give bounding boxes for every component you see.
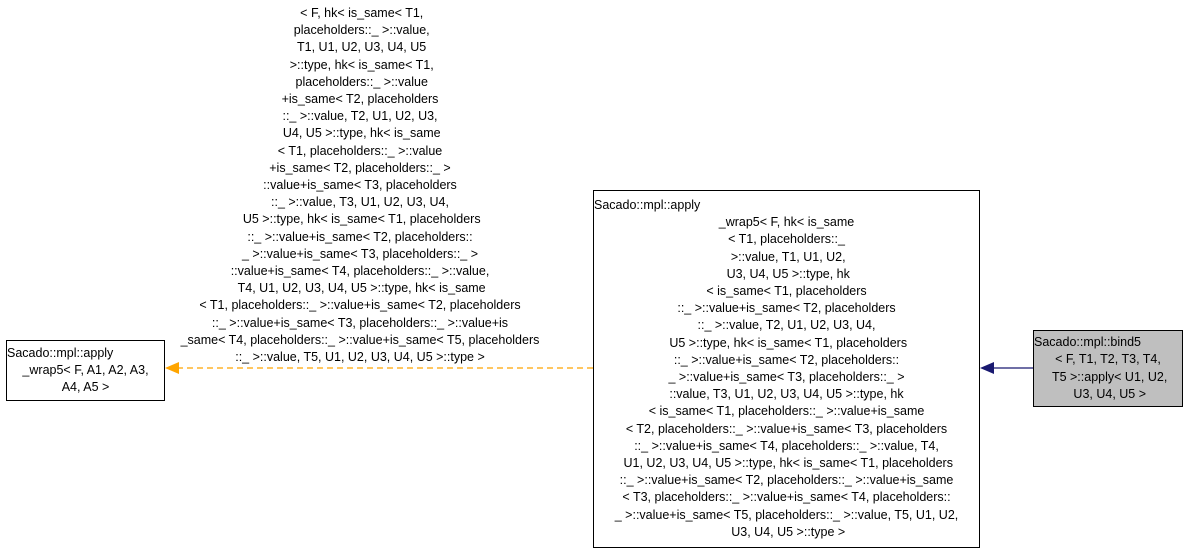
text-line: T4, U1, U2, U3, U4, U5 >::type, hk< is_same [234,281,486,296]
text-line: T5 >::apply< U1, U2, [1048,369,1168,384]
text-line: placeholders::_ >::value [292,74,428,89]
text-line: >::type, hk< is_same< T1, [286,57,434,72]
text-line: U3, U4, U5 >::type, hk [723,266,850,281]
text-line: A4, A5 > [61,380,110,395]
text-line: _ >::value+is_same< T3, placeholders::_ > [241,246,479,261]
text-line: +is_same< T2, placeholders::_ > [269,160,451,175]
text-line: U5 >::type, hk< is_same< T1, placeholders [665,335,908,350]
text-line: U3, U4, U5 > [1069,386,1147,401]
text-line: U4, U5 >::type, hk< is_same [279,126,441,141]
node-bind5-apply[interactable] [1033,330,1183,407]
node-label-apply-wrap5-specialized [594,197,979,541]
text-line: placeholders::_ >::value, [290,23,430,38]
text-line: +is_same< T2, placeholders [281,92,439,107]
text-line: U3, U4, U5 >::type > [727,524,846,539]
text-line: Sacado::mpl::apply [594,197,701,212]
text-line: ::_ >::value+is_same< T3, placeholders::_ >::value+is [211,315,509,330]
text-line: _ >::value+is_same< T5, placeholders::_ >::value, T5, U1, U2, [614,507,959,522]
text-line: >::value, T1, U1, U2, [727,249,846,264]
text-line: Sacado::mpl::apply [7,345,114,360]
text-line: < F, T1, T2, T3, T4, [1055,352,1161,367]
text-line: ::_ >::value, T5, U1, U2, U3, U4, U5 >::type > [235,350,485,365]
text-line: < T3, placeholders::_ >::value+is_same< T4, placeholders:: [622,490,951,505]
text-line: ::value+is_same< T3, placeholders [263,178,457,193]
node-apply-wrap5-generic[interactable] [6,340,165,401]
text-line: Sacado::mpl::bind5 [1034,335,1142,350]
text-line: < F, hk< is_same< T1, [296,6,424,20]
text-line: < is_same< T1, placeholders [706,283,867,298]
inheritance-arrowhead [980,362,994,374]
text-line: < T1, placeholders::_ >::value [277,143,443,158]
text-line: ::_ >::value+is_same< T2, placeholders:: [673,352,900,367]
text-line: _ >::value+is_same< T3, placeholders::_ > [668,370,905,384]
text-line: < T1, placeholders::_ >::value+is_same< T2, placeholders [199,298,521,313]
text-line: T1, U1, U2, U3, U4, U5 [293,40,427,55]
text-line: ::_ >::value+is_same< T2, placeholders:: [247,229,473,244]
text-line: < T1, placeholders::_ [728,232,845,247]
text-line: ::_ >::value, T2, U1, U2, U3, [282,109,438,124]
text-line: ::_ >::value+is_same< T4, placeholders::_ >::value, T4, [634,438,939,453]
text-line: ::_ >::value+is_same< T2, placeholders [677,301,896,316]
node-apply-wrap5-specialized[interactable] [593,190,980,548]
text-line: _wrap5< F, A1, A2, A3, [22,362,149,377]
text-line: _same< T4, placeholders::_ >::value+is_same< T5, placeholders [180,332,540,347]
template-arguments-label [170,5,550,366]
text-line: < is_same< T1, placeholders::_ >::value+is_same [648,404,925,419]
node-label-bind5-apply [1034,334,1182,403]
text-line: _wrap5< F, hk< is_same [718,215,855,230]
text-line: ::_ >::value, T3, U1, U2, U3, U4, [271,195,449,210]
node-label-apply-wrap5-generic [7,345,164,397]
text-line: ::_ >::value, T2, U1, U2, U3, U4, [697,318,876,333]
text-line: U1, U2, U3, U4, U5 >::type, hk< is_same< T1, placeholders [620,456,953,471]
text-line: ::value+is_same< T4, placeholders::_ >::value, [230,264,490,279]
text-line: < T2, placeholders::_ >::value+is_same< T3, placeholders [625,421,948,436]
text-line: ::_ >::value+is_same< T2, placeholders::_ >::value+is_same [619,473,954,488]
text-line: ::value, T3, U1, U2, U3, U4, U5 >::type, hk [669,387,904,402]
text-line: U5 >::type, hk< is_same< T1, placeholders [239,212,481,227]
